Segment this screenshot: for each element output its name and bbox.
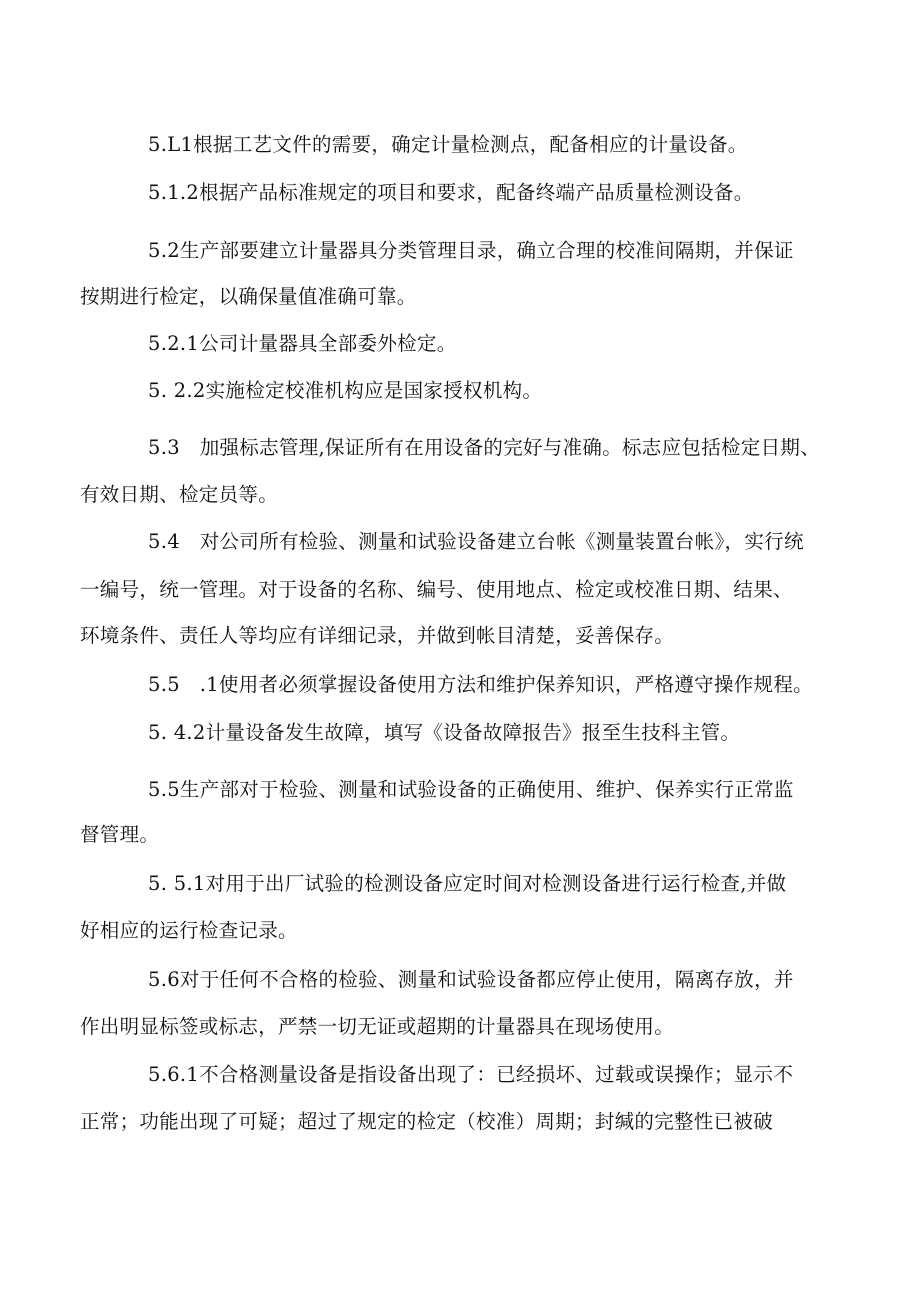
clause-5-6-1-line-1: 5.6.1不合格测量设备是指设备出现了：已经损坏、过载或误操作；显示不 xyxy=(148,1063,794,1086)
clause-5-6-line-1: 5.6对于任何不合格的检验、测量和试验设备都应停止使用，隔离存放，并 xyxy=(148,968,794,991)
clause-5-1-1: 5.L1根据工艺文件的需要，确定计量检测点，配备相应的计量设备。 xyxy=(148,133,748,156)
clause-5-4-line-1: 5.4 对公司所有检验、测量和试验设备建立台帐《测量装置台帐》，实行统 xyxy=(148,530,804,553)
clause-5-6-line-2: 作出明显标签或标志，严禁一切无证或超期的计量器具在现场使用。 xyxy=(80,1015,675,1038)
clause-5-2-2: 5. 2.2实施检定校准机构应是国家授权机构。 xyxy=(148,379,543,402)
clause-5-3-line-1: 5.3 加强标志管理,保证所有在用设备的完好与准确。标志应包括检定日期、 xyxy=(148,436,821,459)
clause-5-5-1b-line-2: 好相应的运行检查记录。 xyxy=(80,919,298,942)
clause-5-2-line-1: 5.2生产部要建立计量器具分类管理目录，确立合理的校准间隔期，并保证 xyxy=(148,239,794,262)
clause-5-6-1-line-2: 正常；功能出现了可疑；超过了规定的检定（校准）周期；封缄的完整性已被破 xyxy=(80,1110,774,1133)
clause-5-1-2: 5.1.2根据产品标准规定的项目和要求，配备终端产品质量检测设备。 xyxy=(148,181,754,204)
clause-5-3-line-2: 有效日期、检定员等。 xyxy=(80,483,279,506)
clause-5-5-1b-line-1: 5. 5.1对用于出厂试验的检测设备应定时间对检测设备进行运行检查,并做 xyxy=(148,872,787,895)
clause-5-5-1: 5.5 .1使用者必须掌握设备使用方法和维护保养知识，严格遵守操作规程。 xyxy=(148,673,813,696)
clause-5-2-line-2: 按期进行检定，以确保量值准确可靠。 xyxy=(80,285,417,308)
clause-5-2-1: 5.2.1公司计量器具全部委外检定。 xyxy=(148,332,457,355)
clause-5-5-line-2: 督管理。 xyxy=(80,823,160,846)
clause-5-5-line-1: 5.5生产部对于检验、测量和试验设备的正确使用、维护、保养实行正常监 xyxy=(148,778,794,801)
clause-5-4-line-2: 一编号，统一管理。对于设备的名称、编号、使用地点、检定或校准日期、结果、 xyxy=(80,578,793,601)
clause-5-4-line-3: 环境条件、责任人等均应有详细记录，并做到帐目清楚，妥善保存。 xyxy=(80,624,675,647)
clause-5-4-2: 5. 4.2计量设备发生故障，填写《设备故障报告》报至生技科主管。 xyxy=(148,721,741,744)
